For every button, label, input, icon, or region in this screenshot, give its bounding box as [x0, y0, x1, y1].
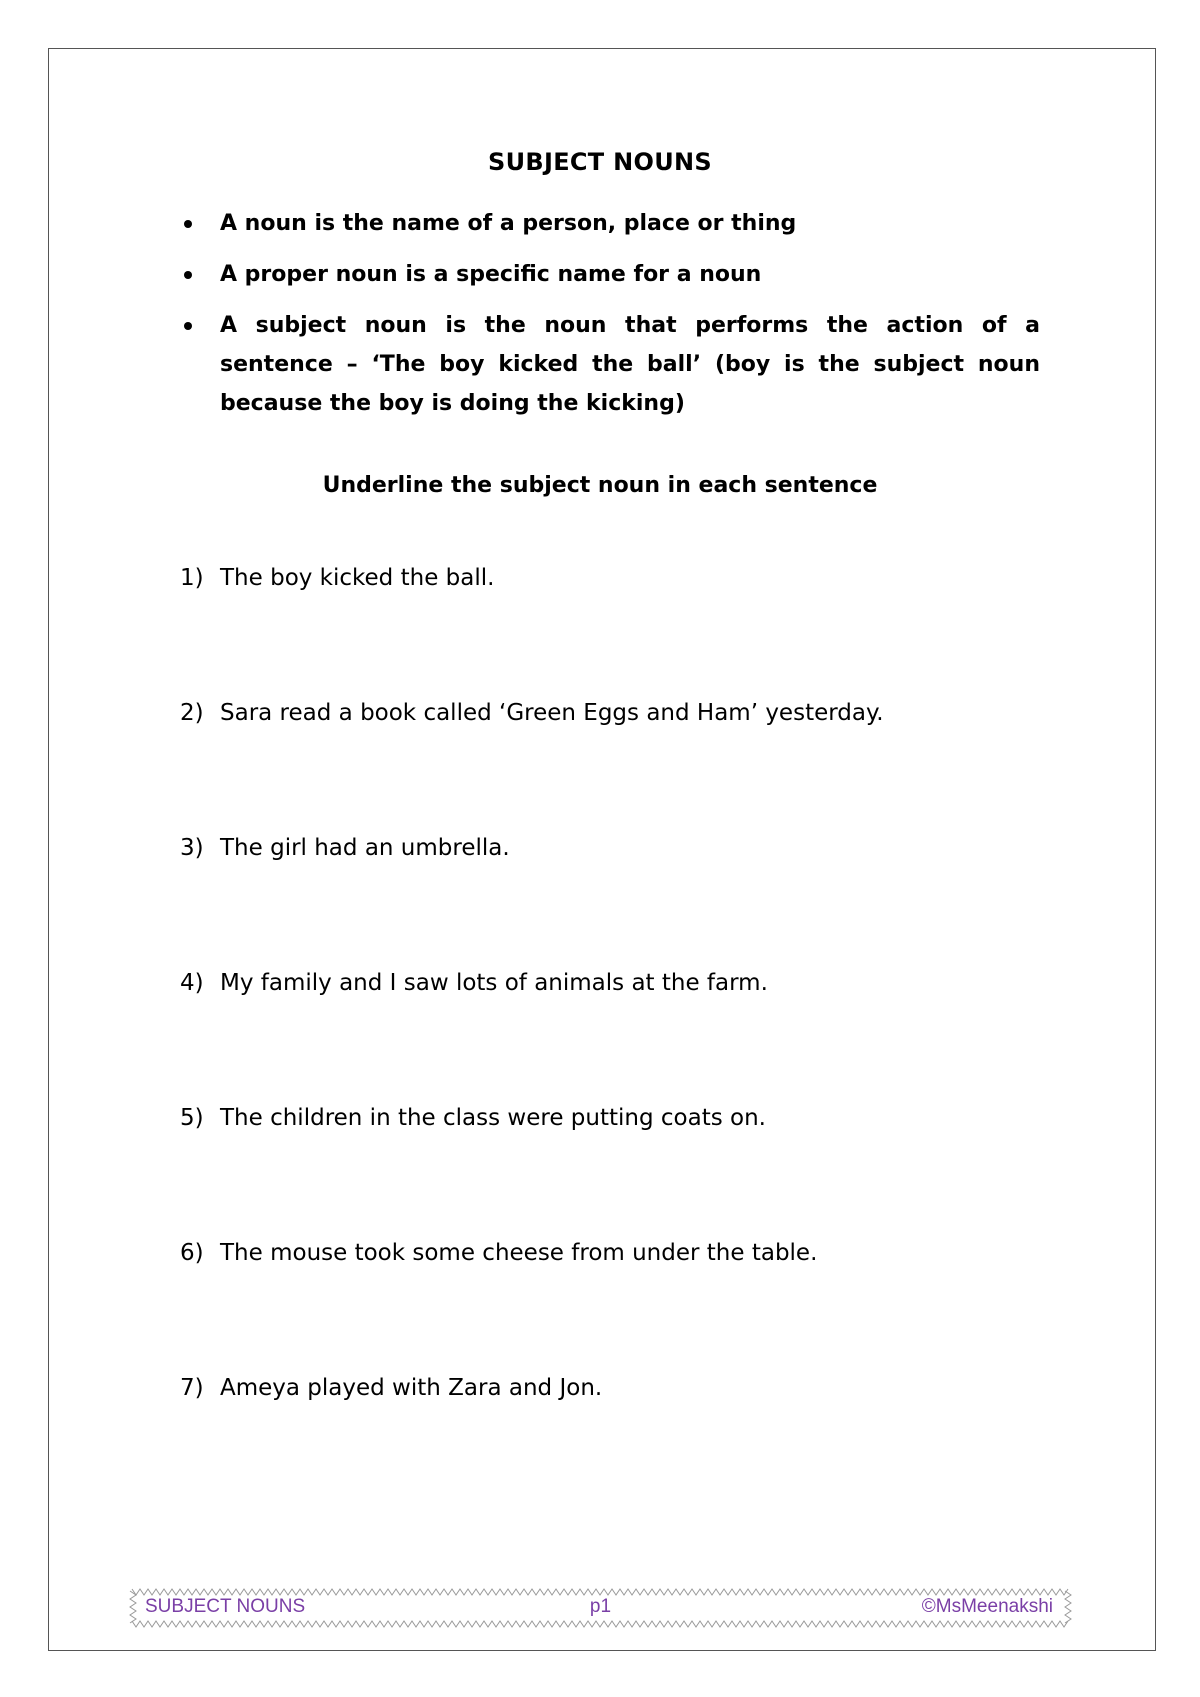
question-item	[180, 698, 884, 728]
page-number: p1	[589, 1596, 612, 1617]
definition-list	[178, 204, 1040, 435]
question-item	[180, 1373, 602, 1403]
question-number: 5)	[180, 1105, 204, 1131]
question-number: 7)	[180, 1375, 204, 1401]
footer-title: SUBJECT NOUNS	[145, 1596, 306, 1617]
question-item	[180, 833, 510, 863]
question-number: 1)	[180, 565, 204, 591]
footer	[128, 1587, 1073, 1629]
instruction: Underline the subject noun in each sentence	[322, 473, 878, 498]
page-title: SUBJECT NOUNS	[488, 148, 712, 176]
bullet-icon	[184, 322, 192, 330]
bullet-icon	[184, 271, 192, 279]
definition-text: A noun is the name of a person, place or thing	[220, 211, 797, 236]
question-item	[180, 1238, 817, 1268]
definition-text: A proper noun is a specific name for a noun	[220, 262, 762, 287]
question-number: 6)	[180, 1240, 204, 1266]
question-text: Ameya played with Zara and Jon.	[220, 1375, 603, 1401]
definition-item	[178, 306, 1040, 423]
definition-text: A subject noun is the noun that performs the action of a sentence – ‘The boy kicked the ball’ (boy is the subject noun because the boy is doing the kicking)	[220, 313, 1040, 416]
question-number: 2)	[180, 700, 204, 726]
question-number: 3)	[180, 835, 204, 861]
question-text: The boy kicked the ball.	[220, 565, 495, 591]
question-item	[180, 968, 768, 998]
question-item	[180, 1103, 766, 1133]
copyright: ©MsMeenakshi	[921, 1596, 1053, 1617]
question-number: 4)	[180, 970, 204, 996]
question-text: My family and I saw lots of animals at the farm.	[220, 970, 768, 996]
question-text: The children in the class were putting coats on.	[220, 1105, 766, 1131]
question-text: Sara read a book called ‘Green Eggs and Ham’ yesterday.	[220, 700, 884, 726]
question-item	[180, 563, 494, 593]
definition-item	[178, 204, 1040, 243]
question-text: The girl had an umbrella.	[220, 835, 510, 861]
question-text: The mouse took some cheese from under the table.	[220, 1240, 818, 1266]
definition-item	[178, 255, 1040, 294]
bullet-icon	[184, 220, 192, 228]
